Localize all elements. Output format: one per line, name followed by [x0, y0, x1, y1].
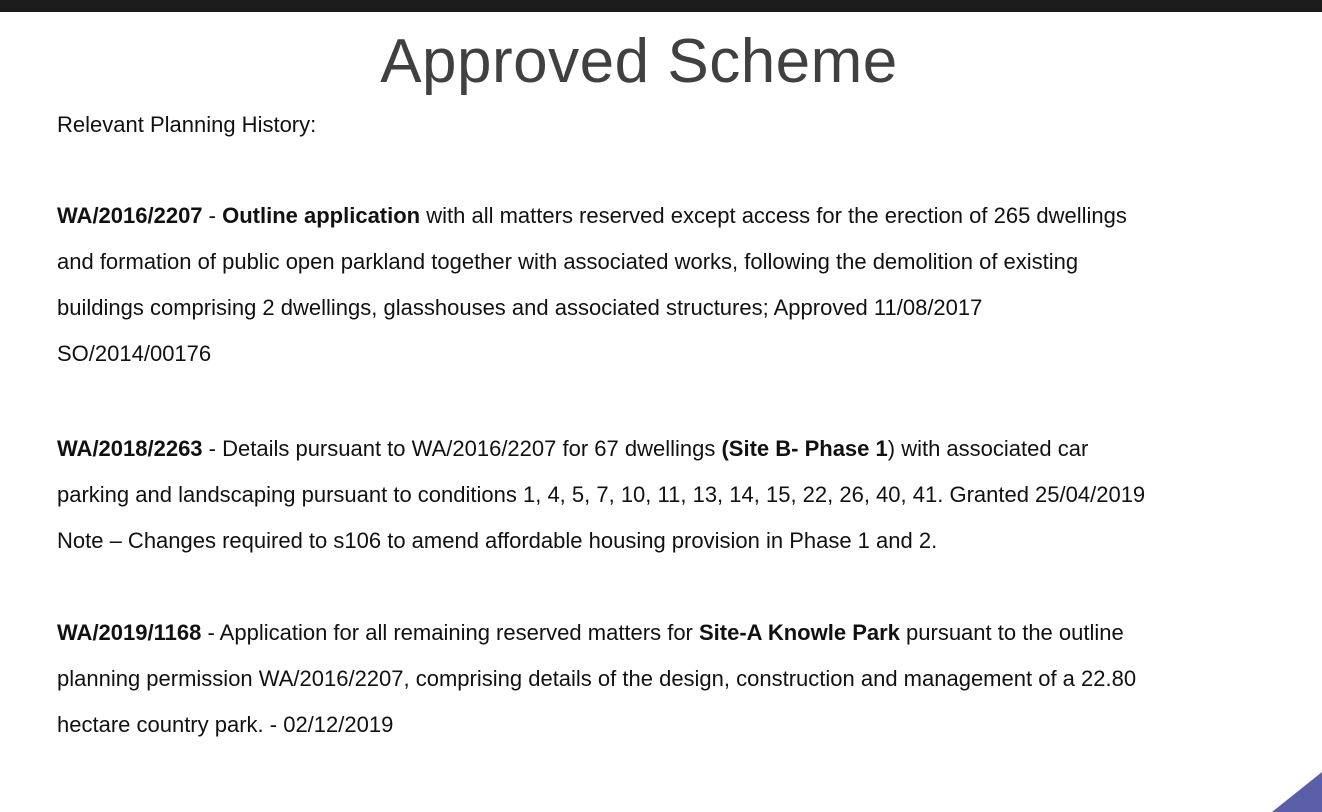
planning-entry-2 — [57, 426, 1319, 564]
entry-3-reference: WA/2019/1168 — [57, 620, 202, 645]
entry-1-line-3: buildings comprising 2 dwellings, glasshouses and associated structures; Approved 11/08/2017 — [57, 295, 983, 320]
entry-1-line-1 — [57, 193, 1319, 239]
entry-2-line-1-text-a: - Details pursuant to WA/2016/2207 for 67 dwellings — [202, 436, 722, 461]
entry-1-line-4: SO/2014/00176 — [57, 341, 212, 366]
entry-3-site: Site-A Knowle Park — [699, 620, 900, 645]
entry-3-line-1-text-a: - Application for all remaining reserved matters for — [201, 620, 699, 645]
entry-3-line-2: planning permission WA/2016/2207, comprising details of the design, construction and management of a 22.80 — [57, 666, 1137, 691]
entry-1-line-2: and formation of public open parkland together with associated works, following the demolition of existing — [57, 249, 1079, 274]
entry-3-line-1 — [57, 610, 1319, 656]
entry-2-line-1 — [57, 426, 1319, 472]
corner-accent-shape — [1262, 772, 1322, 812]
planning-entry-1 — [57, 193, 1319, 377]
planning-entry-3 — [57, 610, 1319, 748]
entry-1-line-1-text: with all matters reserved except access for the erection of 265 dwellings — [420, 203, 1127, 228]
entry-1-reference: WA/2016/2207 — [57, 203, 203, 228]
entry-3-line-3: hectare country park. - 02/12/2019 — [57, 712, 394, 737]
entry-2-line-3: Note – Changes required to s106 to amend affordable housing provision in Phase 1 and 2. — [57, 528, 938, 553]
entry-2-site: (Site B- Phase 1 — [721, 436, 888, 461]
entry-2-line-1-text-b: ) with associated car — [887, 436, 1089, 461]
window-top-bar — [0, 0, 1322, 12]
entry-1-separator: - — [202, 203, 223, 228]
slide-title: Approved Scheme — [380, 27, 898, 96]
entry-2-reference: WA/2018/2263 — [57, 436, 203, 461]
section-heading: Relevant Planning History: — [57, 112, 317, 137]
entry-1-application-type: Outline application — [222, 203, 421, 228]
entry-2-line-2: parking and landscaping pursuant to conditions 1, 4, 5, 7, 10, 11, 13, 14, 15, 22, 26, 40, 41. Granted 25/04/2019 — [57, 482, 1146, 507]
entry-3-line-1-text-b: pursuant to the outline — [899, 620, 1124, 645]
slide — [0, 12, 1322, 812]
